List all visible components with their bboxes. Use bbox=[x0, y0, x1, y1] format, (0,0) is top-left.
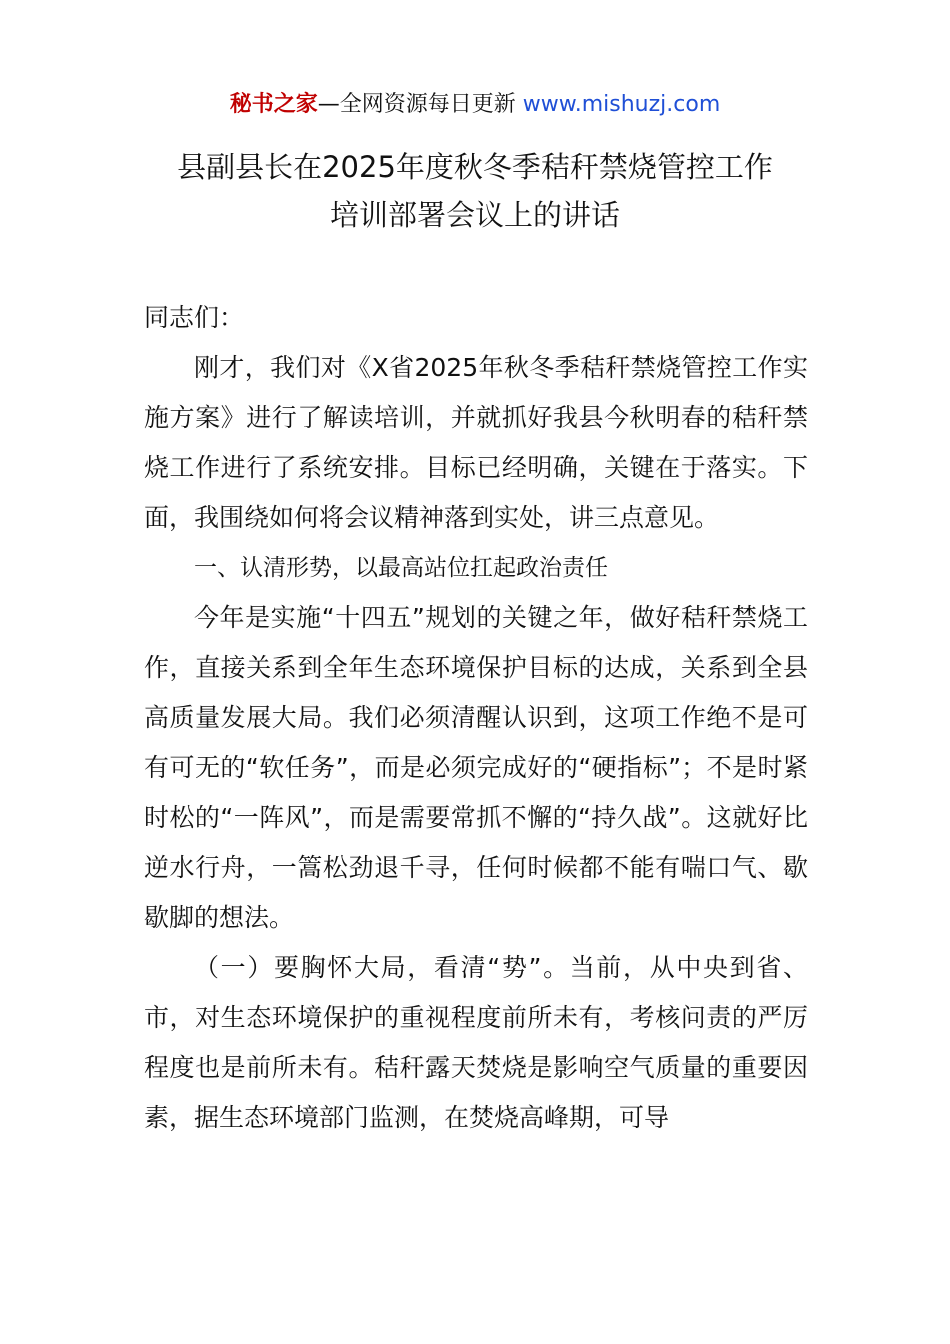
title-line-1: 县副县长在2025年度秋冬季秸秆禁烧管控工作 bbox=[177, 150, 773, 184]
salutation: 同志们： bbox=[144, 303, 245, 332]
site-link[interactable]: www.mishuzj.com bbox=[522, 92, 721, 117]
section-heading: 一、认清形势，以最高站位扛起政治责任 bbox=[194, 555, 608, 581]
site-header bbox=[0, 90, 950, 120]
document-body bbox=[144, 293, 808, 1143]
subsection-paragraph: （一）要胸怀大局，看清“势”。当前，从中央到省、市，对生态环境保护的重视程度前所未有，考核问责的严厉程度也是前所未有。秸秆露天焚烧是影响空气质量的重要因素，据生态环境部门监测，在焚烧高峰期，可导 bbox=[144, 953, 808, 1132]
intro-paragraph: 刚才，我们对《X省2025年秋冬季秸秆禁烧管控工作实施方案》进行了解读培训，并就抓好我县今秋明春的秸秆禁烧工作进行了系统安排。目标已经明确，关键在于落实。下面，我围绕如何将会议精神落到实处，讲三点意见。 bbox=[144, 353, 808, 532]
title-line-2: 培训部署会议上的讲话 bbox=[329, 198, 620, 232]
brand-name: 秘书之家 bbox=[229, 92, 318, 117]
section-paragraph: 今年是实施“十四五”规划的关键之年，做好秸秆禁烧工作，直接关系到全年生态环境保护目标的达成，关系到全县高质量发展大局。我们必须清醒认识到，这项工作绝不是可有可无的“软任务”，而是必须完成好的“硬指标”；不是时紧时松的“一阵风”，而是需要常抓不懈的“持久战”。这就好比逆水行舟，一篙松劲退千寻，任何时候都不能有喘口气、歇歇脚的想法。 bbox=[144, 603, 808, 932]
document-title bbox=[120, 143, 830, 239]
header-tagline: —全网资源每日更新 bbox=[317, 92, 516, 117]
